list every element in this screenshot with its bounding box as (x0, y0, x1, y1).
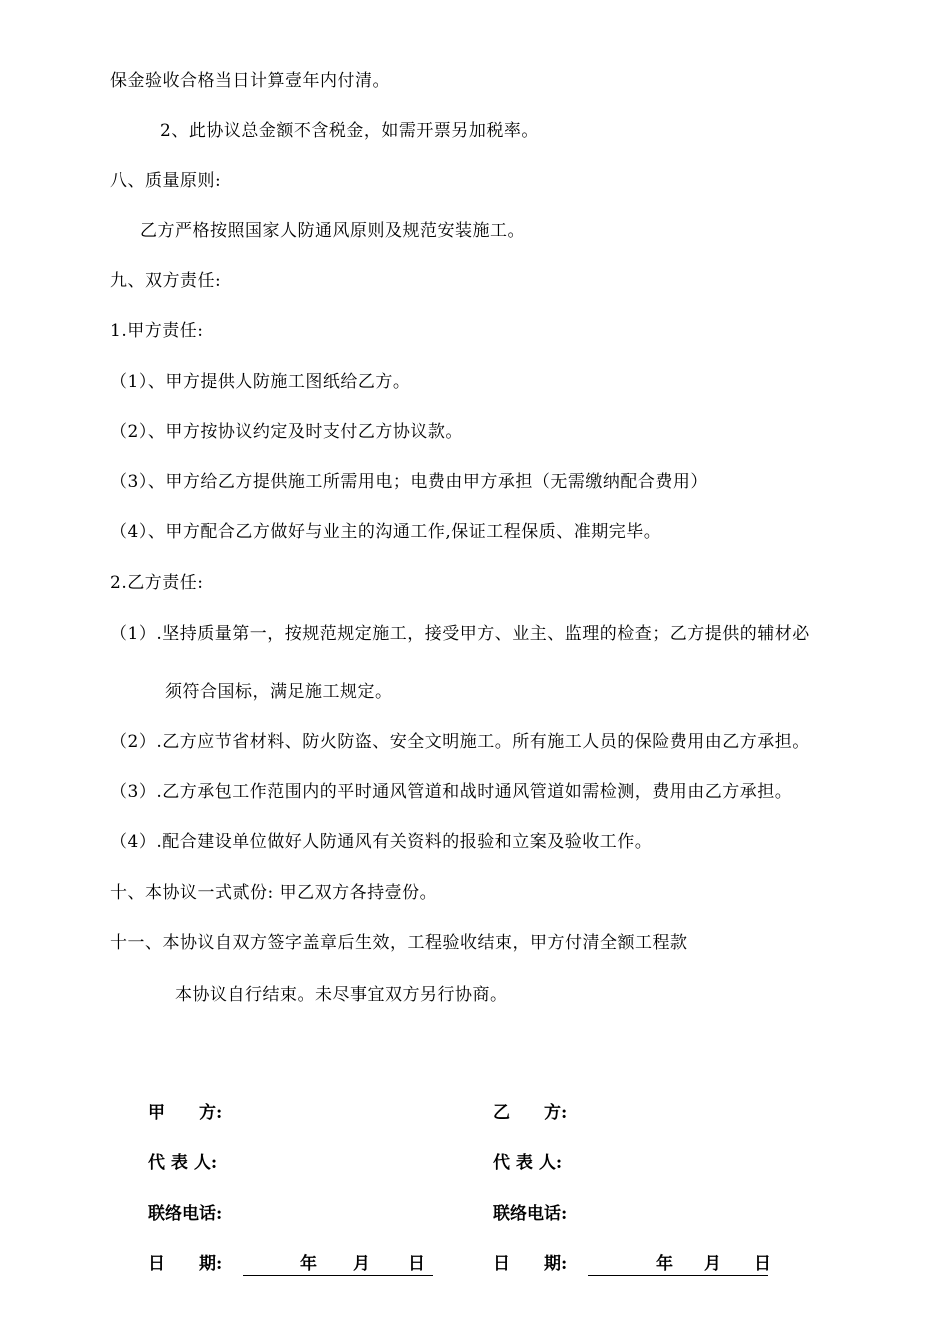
party-b-year: 年 (656, 1254, 673, 1274)
text-line-4: 乙方严格按照国家人防通风原则及规范安装施工。 (140, 221, 525, 241)
party-b-item-1-cont: 须符合国标，满足施工规定。 (165, 682, 393, 702)
party-b-label: 乙 方: (493, 1103, 568, 1123)
party-b-phone-label: 联络电话: (493, 1204, 568, 1224)
party-b-item-3: （3）.乙方承包工作范围内的平时通风管道和战时通风管道如需检测，费用由乙方承担。 (110, 782, 793, 802)
section-eleven-cont: 本协议自行结束。未尽事宜双方另行协商。 (175, 985, 508, 1005)
party-b-item-2: （2）.乙方应节省材料、防火防盗、安全文明施工。所有施工人员的保险费用由乙方承担。 (110, 732, 810, 752)
party-a-item-3: （3）、甲方给乙方提供施工所需用电；电费由甲方承担（无需缴纳配合费用） (110, 472, 708, 492)
text-line-1: 保金验收合格当日计算壹年内付清。 (110, 71, 390, 91)
party-a-label: 甲 方: (148, 1103, 223, 1123)
party-b-item-4: （4）.配合建设单位做好人防通风有关资料的报验和立案及验收工作。 (110, 832, 653, 852)
party-b-item-1: （1）.坚持质量第一，按规范规定施工，接受甲方、业主、监理的检查；乙方提供的辅材必 (110, 624, 810, 644)
party-b-date-field[interactable] (588, 1253, 771, 1276)
party-a-item-1: （1）、甲方提供人防施工图纸给乙方。 (110, 372, 411, 392)
party-b-date-label: 日 期: (493, 1254, 568, 1274)
section-ten: 十、本协议一式贰份: 甲乙双方各持壹份。 (110, 883, 438, 903)
party-a-date-field[interactable] (243, 1253, 433, 1276)
party-b-day: 日 (754, 1254, 771, 1274)
party-a-date-label: 日 期: (148, 1254, 223, 1274)
section-eleven: 十一、本协议自双方签字盖章后生效，工程验收结束，甲方付清全额工程款 (110, 933, 688, 953)
party-a-month: 月 (353, 1254, 370, 1274)
subheading-party-b: 2.乙方责任: (110, 573, 204, 593)
party-a-year: 年 (300, 1254, 317, 1274)
party-a-item-4: （4）、甲方配合乙方做好与业主的沟通工作,保证工程保质、准期完毕。 (110, 522, 662, 542)
text-line-2: 2、此协议总金额不含税金，如需开票另加税率。 (160, 121, 539, 141)
party-a-phone-label: 联络电话: (148, 1204, 223, 1224)
section-heading-responsibilities: 九、双方责任: (110, 271, 222, 291)
party-a-day: 日 (408, 1254, 425, 1274)
party-a-rep-label: 代 表 人: (148, 1153, 218, 1173)
party-a-item-2: （2）、甲方按协议约定及时支付乙方协议款。 (110, 422, 463, 442)
subheading-party-a: 1.甲方责任: (110, 321, 204, 341)
party-b-month: 月 (704, 1254, 721, 1274)
section-heading-quality: 八、质量原则: (110, 171, 222, 191)
party-b-rep-label: 代 表 人: (493, 1153, 563, 1173)
